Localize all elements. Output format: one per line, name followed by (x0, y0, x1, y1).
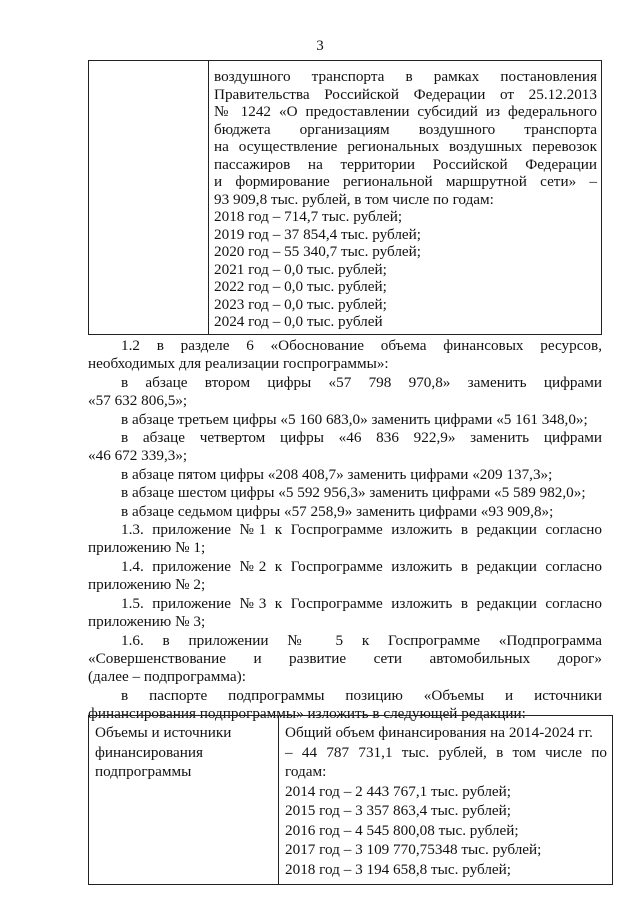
table-cell-line: 93 909,8 тыс. рублей, в том числе по годам: (214, 190, 494, 208)
table-cell-line: бюджета организациям воздушного транспорта (214, 120, 597, 138)
page-number: 3 (316, 38, 324, 54)
table-cell-line: 2020 год – 55 340,7 тыс. рублей; (214, 243, 422, 260)
table-cell-line: № 1242 «О предоставлении субсидий из федерального (214, 103, 597, 120)
body-text-line: в абзаце седьмом цифры «57 258,9» заменить цифрами «93 909,8»; (121, 503, 554, 520)
body-text-line: в абзаце четвертом цифры «46 836 922,9» заменить цифрами (121, 429, 602, 446)
funding-table-continued (88, 60, 602, 335)
body-text-line: в абзаце втором цифры «57 798 970,8» заменить цифрами (121, 374, 602, 391)
table-cell-line: Общий объем финансирования на 2014-2024 гг. (285, 724, 593, 741)
table-cell-line: 2019 год – 37 854,4 тыс. рублей; (214, 225, 422, 243)
body-text-line: 1.6. в приложении № 5 к Госпрограмме «Подпрограмма (121, 632, 602, 649)
body-text-line: 1.5. приложение №3 к Госпрограмме изложить в редакции согласно (121, 595, 602, 612)
body-text-line: «Совершенствование и развитие сети автомобильных дорог» (88, 650, 602, 667)
body-text-line: (далее – подпрограмма): (88, 668, 246, 685)
table-cell-line: воздушного транспорта в рамках постановления (214, 68, 597, 85)
body-text-line: 1.3. приложение №1 к Госпрограмме изложить в редакции согласно (121, 521, 602, 538)
body-text-line: «57 632 806,5»; (88, 392, 188, 409)
table-cell-line: 2016 год – 4 545 800,08 тыс. рублей; (285, 821, 519, 839)
table-cell-line: 2018 год – 3 194 658,8 тыс. рублей; (285, 860, 512, 878)
body-text-line: необходимых для реализации госпрограммы»: (88, 355, 389, 372)
table-cell-line: и формирование региональной маршрутной сети» – (214, 173, 597, 190)
subprogram-funding-table (88, 715, 613, 885)
table-cell-line: 2022 год – 0,0 тыс. рублей; (214, 278, 387, 295)
table-cell-line: 2024 год – 0,0 тыс. рублей (214, 313, 383, 330)
table-label-line: Объемы и источники (95, 724, 232, 741)
body-text-line: приложению № 3; (88, 613, 206, 630)
table-left-column (89, 716, 279, 884)
table-cell-line: пассажиров на территории Российской Федерации (214, 155, 597, 173)
table-cell-line: 2021 год – 0,0 тыс. рублей; (214, 260, 387, 278)
table-cell-line: годам: (285, 763, 327, 780)
table-cell-line: на осуществление региональных воздушных перевозок (214, 138, 597, 155)
body-text-line: приложению № 1; (88, 539, 206, 556)
table-cell-line: Правительства Российской Федерации от 25.12.2013 (214, 85, 597, 103)
table-label-line: финансирования (95, 743, 203, 761)
table-cell-line: – 44 787 731,1 тыс. рублей, в том числе по (285, 743, 607, 761)
body-text-line: в абзаце пятом цифры «208 408,7» заменить цифрами «209 137,3»; (121, 466, 553, 483)
table-cell-line: 2015 год – 3 357 863,4 тыс. рублей; (285, 802, 512, 819)
body-text-line: 1.4. приложение №2 к Госпрограмме изложить в редакции согласно (121, 558, 602, 575)
table-left-column (89, 61, 209, 334)
table-cell-line: 2023 год – 0,0 тыс. рублей; (214, 295, 387, 313)
body-text-line: в паспорте подпрограммы позицию «Объемы и источники (121, 687, 602, 704)
body-text-line: 1.2 в разделе 6 «Обоснование объема финансовых ресурсов, (121, 337, 602, 354)
table-cell-line: 2017 год – 3 109 770,75348 тыс. рублей; (285, 841, 542, 858)
body-text-line: приложению № 2; (88, 576, 206, 593)
table-label-line: подпрограммы (95, 763, 192, 780)
table-cell-line: 2014 год – 2 443 767,1 тыс. рублей; (285, 782, 512, 800)
table-cell-line: 2018 год – 714,7 тыс. рублей; (214, 208, 403, 225)
body-text-line: финансирования подпрограммы» изложить в следующей редакции: (88, 705, 526, 722)
body-text-line: в абзаце третьем цифры «5 160 683,0» заменить цифрами «5 161 348,0»; (121, 411, 588, 428)
body-text-line: «46 672 339,3»; (88, 447, 188, 464)
body-text-line: в абзаце шестом цифры «5 592 956,3» заменить цифрами «5 589 982,0»; (121, 484, 586, 501)
